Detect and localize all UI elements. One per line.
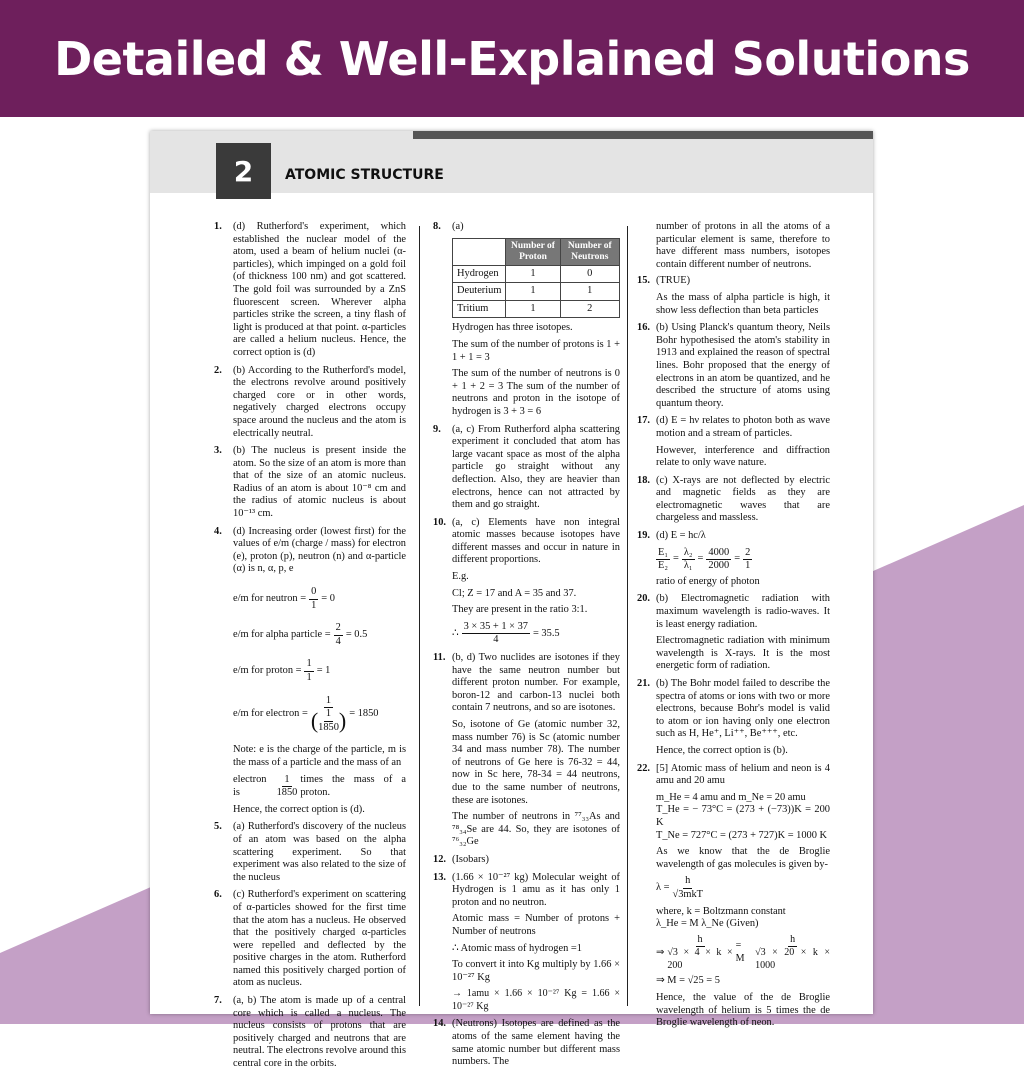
denominator: 1 xyxy=(311,599,317,611)
fraction xyxy=(682,547,695,573)
eq-result: = 0.5 xyxy=(345,629,368,641)
denominator: √3 × 20 × k × 1000 xyxy=(755,947,831,971)
fraction xyxy=(334,622,343,648)
eq-result: = 1850 xyxy=(349,708,379,720)
numerator: E₁ xyxy=(656,547,670,561)
fraction xyxy=(743,547,752,573)
solution-8 xyxy=(433,221,620,419)
table-header xyxy=(453,238,506,265)
solution-text: (Neutrons) Isotopes are defined as the atoms of the same element having the same atomic number but different mass numbers. The xyxy=(452,1018,620,1068)
solution-text: (a, c) From Rutherford alpha scattering experiment it concluded that atom has large vacant space as most of the alpha particle go straight without any deflection. Also, they are heavier than electrons, hence can not attracted by them and go straight. xyxy=(452,423,620,511)
solution-text: (b) The nucleus is present inside the atom. So the size of an atom is more than that of the size of an atomic nucleus. Radius of an atom is about 10⁻⁸ cm and the radius of atomic nucleus is about 10⁻¹³ cm. xyxy=(233,445,406,520)
table-header: Number of Neutrons xyxy=(560,238,619,265)
table-cell: Tritium xyxy=(453,300,506,318)
column-divider xyxy=(419,226,420,1006)
isotope-table xyxy=(452,238,620,319)
equation xyxy=(656,934,830,973)
equals: = xyxy=(697,553,704,565)
solution-text: As the mass of alpha particle is high, it show less deflection than beta particles xyxy=(656,291,830,316)
table-row xyxy=(453,283,620,301)
note-line xyxy=(233,774,406,800)
note-text: times the mass of a proton. xyxy=(300,774,406,798)
fraction xyxy=(755,934,830,973)
denominator: 1 xyxy=(745,560,751,572)
numerator: 3 × 35 + 1 × 37 xyxy=(462,621,530,635)
solution-text: m_He = 4 amu and m_Ne = 20 amu xyxy=(656,791,806,803)
numerator: 1 xyxy=(324,695,333,709)
numerator: 0 xyxy=(309,586,318,600)
table-cell: 1 xyxy=(506,265,560,283)
denominator: 1850 xyxy=(318,721,339,733)
solution-number: 6. xyxy=(214,889,222,901)
paren: ( xyxy=(310,708,319,734)
eq-label: e/m for proton = xyxy=(233,665,302,677)
numerator: λ₂ xyxy=(682,547,695,561)
solution-text: (1.66 × 10⁻²⁷ kg) Molecular weight of Hydrogen is 1 amu as it has only 1 proton and no neutron. xyxy=(452,871,620,908)
equation xyxy=(233,622,406,648)
solution-number: 1. xyxy=(214,221,222,232)
solution-12 xyxy=(433,854,620,867)
solution-text: To convert it into Kg multiply by 1.66 × 10⁻²⁷ Kg xyxy=(452,959,620,983)
fraction xyxy=(318,708,339,734)
numerator: 1 xyxy=(324,708,333,722)
solution-number: 12. xyxy=(433,853,446,865)
fraction xyxy=(706,547,731,573)
denominator: 2000 xyxy=(708,560,730,572)
solution-text: Electromagnetic radiation with minimum wavelength is X-rays. It is the most energetic form of radiation. xyxy=(656,635,830,672)
solution-1 xyxy=(214,221,406,360)
solution-text: Hence, the correct option is (d). xyxy=(233,803,365,815)
eq-result: = 35.5 xyxy=(532,627,560,639)
fraction xyxy=(311,695,346,735)
solution-text: (c) Rutherford's experiment on scattering of α-particles showed for the first time that the atom has a nucleus. He observed that the positively charged α-particles were repelled and deflected by the positive charges in the atom. Rutherford named this positively charged portion of atom as nucleus. xyxy=(233,889,406,989)
solution-text: (b) Using Planck's quantum theory, Neils Bohr hypothesised the atom's stability in 1913 and explained the reason of spectral lines. Bohr proposed that the energy of electrons in an atom be quantized, and he described the structure of atoms using quantum theory. xyxy=(656,322,830,409)
column-divider xyxy=(627,226,628,1006)
solution-10 xyxy=(433,517,620,647)
solution-16 xyxy=(637,322,830,410)
solution-number: 16. xyxy=(637,322,650,334)
denominator: √3 × 4 × k × 200 xyxy=(667,947,733,971)
table-header-row xyxy=(453,238,620,265)
solution-text: Hence, the correct option is (b). xyxy=(656,744,788,756)
denominator: 4 xyxy=(335,635,341,647)
solution-text: (b) According to the Rutherford's model, the electrons revolve around positively charged core or in other words, negatively charged electrons occupy space around the nucleus and the atom is electrically neutral. xyxy=(233,364,406,439)
solution-text: Hence, the value of the de Broglie wavelength of helium is 5 times the de Broglie wavelength of neon. xyxy=(656,992,830,1029)
solution-15 xyxy=(637,275,830,317)
solution-text: (c) X-rays are not deflected by electric and magnetic fields as they are electromagnetic waves that are chargeless and massless. xyxy=(656,474,830,524)
table-cell: Deuterium xyxy=(453,283,506,301)
table-cell: Hydrogen xyxy=(453,265,506,283)
solution-3 xyxy=(214,445,406,521)
title-banner xyxy=(0,0,1024,117)
table-cell: 0 xyxy=(560,265,619,283)
solution-text: So, isotone of Ge (atomic number 32, mass number 76) is Sc (atomic number 34 and mass number 78). The number of neutrons of Ge here is 76-32 = 44, now in Sc here, 78-34 = 44 neutrons, due to the same number of neutrons, these are isotones. xyxy=(452,719,620,806)
solution-4 xyxy=(214,526,406,817)
denominator: λ₁ xyxy=(683,560,693,572)
fraction xyxy=(673,875,704,901)
solution-9 xyxy=(433,424,620,512)
solution-text: ratio of energy of photon xyxy=(656,575,760,587)
solution-text: (a) xyxy=(452,221,464,232)
table-row xyxy=(453,265,620,283)
solution-text: However, interference and diffraction relate to only wave nature. xyxy=(656,444,830,469)
solution-text: where, k = Boltzmann constant xyxy=(656,905,786,917)
note-text: Note: e is the charge of the particle, m is the mass of a particle and the mass of an xyxy=(233,744,406,768)
solution-17 xyxy=(637,415,830,469)
table-row xyxy=(453,300,620,318)
denominator: √3mkT xyxy=(672,888,704,900)
eq-label: e/m for alpha particle = xyxy=(233,629,331,641)
denominator: 1 xyxy=(306,672,312,683)
solution-text: Hydrogen has three isotopes. xyxy=(452,322,573,334)
column-3 xyxy=(637,221,830,1035)
book-page xyxy=(150,131,873,1070)
denominator xyxy=(311,708,346,734)
fraction xyxy=(462,621,530,647)
solution-text: (d) Increasing order (lowest first) for the values of e/m (charge / mass) for electron (e), proton (p), neutron (n) and α-particle (α) is n, α, p, e xyxy=(233,525,406,575)
solution-number: 5. xyxy=(214,821,222,833)
solution-text: ⇒ M = √25 = 5 xyxy=(656,975,720,987)
solution-number: 13. xyxy=(433,871,446,883)
solution-18 xyxy=(637,475,830,525)
solution-number: 2. xyxy=(214,364,222,376)
solution-number: 9. xyxy=(433,423,441,435)
solution-text: As we know that the de Broglie wavelength of gas molecules is given by- xyxy=(656,846,830,870)
solution-20 xyxy=(637,593,830,673)
solution-text: (d) E = hc/λ xyxy=(656,530,706,542)
solution-14-continued xyxy=(637,221,830,271)
solution-5 xyxy=(214,821,406,884)
equation xyxy=(452,621,620,647)
numerator: h xyxy=(788,934,797,948)
solution-text: (Isobars) xyxy=(452,853,489,865)
eq-result: = 0 xyxy=(321,592,335,604)
solution-number: 17. xyxy=(637,415,650,427)
solution-text: number of protons in all the atoms of a particular element is same, therefore to have different mass numbers, isotopes contain different number of neutrons. xyxy=(656,221,830,270)
solution-text: The sum of the number of neutrons is 0 + 1 + 2 = 3 The sum of the number of neutrons and proton in the isotope of hydrogen is 3 + 3 = 6 xyxy=(452,368,620,417)
eq-label: e/m for neutron = xyxy=(233,592,307,604)
solution-text: (b) The Bohr model failed to describe the spectra of atoms or ions with two or more electrons, because Bohr's model is valid to atom or ion having only one electron such as H, He⁺, Li⁺⁺, Be⁺⁺⁺, etc. xyxy=(656,678,830,740)
eq-result: = 1 xyxy=(316,665,331,677)
solution-text: The sum of the number of protons is 1 + 1 + 1 = 3 xyxy=(452,338,620,363)
solution-text: (a, c) Elements have non integral atomic masses because isotopes have different masses and occur in nature in different proportions. xyxy=(452,516,620,566)
solution-text: (d) E = hν relates to photon both as wave motion and a stream of particles. xyxy=(656,415,830,439)
chapter-title: ATOMIC STRUCTURE xyxy=(285,167,444,183)
solution-22 xyxy=(637,763,830,1030)
solution-number: 20. xyxy=(637,593,650,605)
solution-number: 7. xyxy=(214,995,222,1007)
solution-number: 19. xyxy=(637,530,650,542)
solution-text: (a) Rutherford's discovery of the nucleus of an atom was based on the alpha scattering experiment. So that experiment was also related to the size of the nucleus xyxy=(233,821,406,883)
solution-text: E.g. xyxy=(452,571,469,583)
table-cell: 1 xyxy=(560,283,619,301)
solution-number: 18. xyxy=(637,474,650,486)
equals: = xyxy=(734,553,741,565)
fraction xyxy=(656,547,670,573)
fraction xyxy=(667,934,732,973)
header-strip xyxy=(413,131,873,139)
solution-text: (b, d) Two nuclides are isotones if they have the same neutron number but different proton number. For example, boron-12 and carbon-13 nuclei both contain 7 neutrons, and so are isotones. xyxy=(452,652,620,714)
solution-number: 21. xyxy=(637,678,650,689)
equation xyxy=(233,695,406,735)
solution-text: (a, b) The atom is made up of a central core which is called a nucleus. The nucleus consists of protons that are positively charged and neutrons that are neutral. The electrons revolve around this central core in the orbits. xyxy=(233,995,406,1070)
solution-6 xyxy=(214,889,406,990)
chapter-number: 2 xyxy=(216,143,271,199)
solution-13 xyxy=(433,872,620,1014)
solution-text: [5] Atomic mass of helium and neon is 4 amu and 20 amu xyxy=(656,762,830,787)
equation xyxy=(656,875,830,901)
solution-text: T_Ne = 727°C = (273 + 727)K = 1000 K xyxy=(656,829,828,841)
solution-number: 4. xyxy=(214,525,222,537)
numerator: 1 xyxy=(304,658,313,672)
eq-middle: = M xyxy=(735,940,745,965)
solution-text: λ_He = M λ_Ne (Given) xyxy=(656,918,759,930)
solution-7 xyxy=(214,995,406,1071)
solution-11 xyxy=(433,652,620,849)
solution-19 xyxy=(637,530,830,588)
solution-text: (TRUE) xyxy=(656,275,691,287)
solution-number: 22. xyxy=(637,762,650,774)
solution-text: T_He = − 73°C = (273 + (−73))K = 200 K xyxy=(656,804,830,828)
numerator: h xyxy=(683,875,692,889)
denominator: E₂ xyxy=(658,560,668,572)
denominator: 1850 xyxy=(276,787,298,799)
solution-number: 15. xyxy=(637,275,650,287)
fraction xyxy=(304,658,313,684)
solution-number: 10. xyxy=(433,516,446,528)
fraction xyxy=(277,774,298,800)
solution-text: They are present in the ratio 3:1. xyxy=(452,604,588,616)
table-cell: 2 xyxy=(560,300,619,318)
implies-symbol: ⇒ xyxy=(656,946,665,958)
numerator: 1 xyxy=(282,774,291,788)
solution-text: Cl; Z = 17 and A = 35 and 37. xyxy=(452,587,577,599)
numerator: 2 xyxy=(334,622,343,636)
solution-text: → 1amu × 1.66 × 10⁻²⁷ Kg = 1.66 × 10⁻²⁷ Kg xyxy=(452,988,620,1012)
solution-text: The number of neutrons in ⁷⁷₃₃As and ⁷⁸₃₄Se are 44. So, they are isotones of ⁷⁶₃₂Ge xyxy=(452,811,620,848)
solution-number: 11. xyxy=(433,652,446,664)
solution-number: 3. xyxy=(214,445,222,457)
solution-21 xyxy=(637,678,830,758)
numerator: h xyxy=(696,934,705,948)
solution-number: 8. xyxy=(433,221,441,232)
solution-text: (b) Electromagnetic radiation with maximum wavelength is radio-waves. It is least energy radiation. xyxy=(656,593,830,630)
table-cell: 1 xyxy=(506,300,560,318)
equation xyxy=(656,547,830,589)
paren: ) xyxy=(338,708,347,734)
solution-text: Atomic mass = Number of protons + Number of neutrons xyxy=(452,913,620,937)
solution-text: ∴ Atomic mass of hydrogen =1 xyxy=(452,942,582,954)
eq-label: e/m for electron = xyxy=(233,708,308,720)
numerator: 4000 xyxy=(706,547,731,561)
column-2 xyxy=(433,221,620,1074)
equation xyxy=(233,586,406,612)
solution-number: 14. xyxy=(433,1018,446,1030)
banner-title: Detailed & Well-Explained Solutions xyxy=(54,31,970,86)
note-text: electron is xyxy=(233,774,267,798)
denominator: 4 xyxy=(493,634,499,646)
equals: = xyxy=(672,553,679,565)
column-1 xyxy=(214,221,406,1076)
equation xyxy=(233,658,406,684)
solution-2 xyxy=(214,365,406,441)
solution-text: (d) Rutherford's experiment, which established the nuclear model of the atom, used a beam of helium nuclei (α-particles), which impinged on a gold foil (of thickness 100 nm) and got scattered. The gold foil was surrounded by a ZnS fluorescent screen. Wherever alpha particles strike the screen, a tiny flash of light is produced at that point. α-particles are called a helium nucleus. Hence, the correct option is (d) xyxy=(233,221,406,358)
therefore-symbol: ∴ xyxy=(452,627,459,639)
eq-label: λ = xyxy=(656,882,670,894)
numerator: 2 xyxy=(743,547,752,561)
fraction xyxy=(309,586,318,612)
table-cell: 1 xyxy=(506,283,560,301)
solution-14 xyxy=(433,1018,620,1068)
table-header: Number of Proton xyxy=(506,238,560,265)
